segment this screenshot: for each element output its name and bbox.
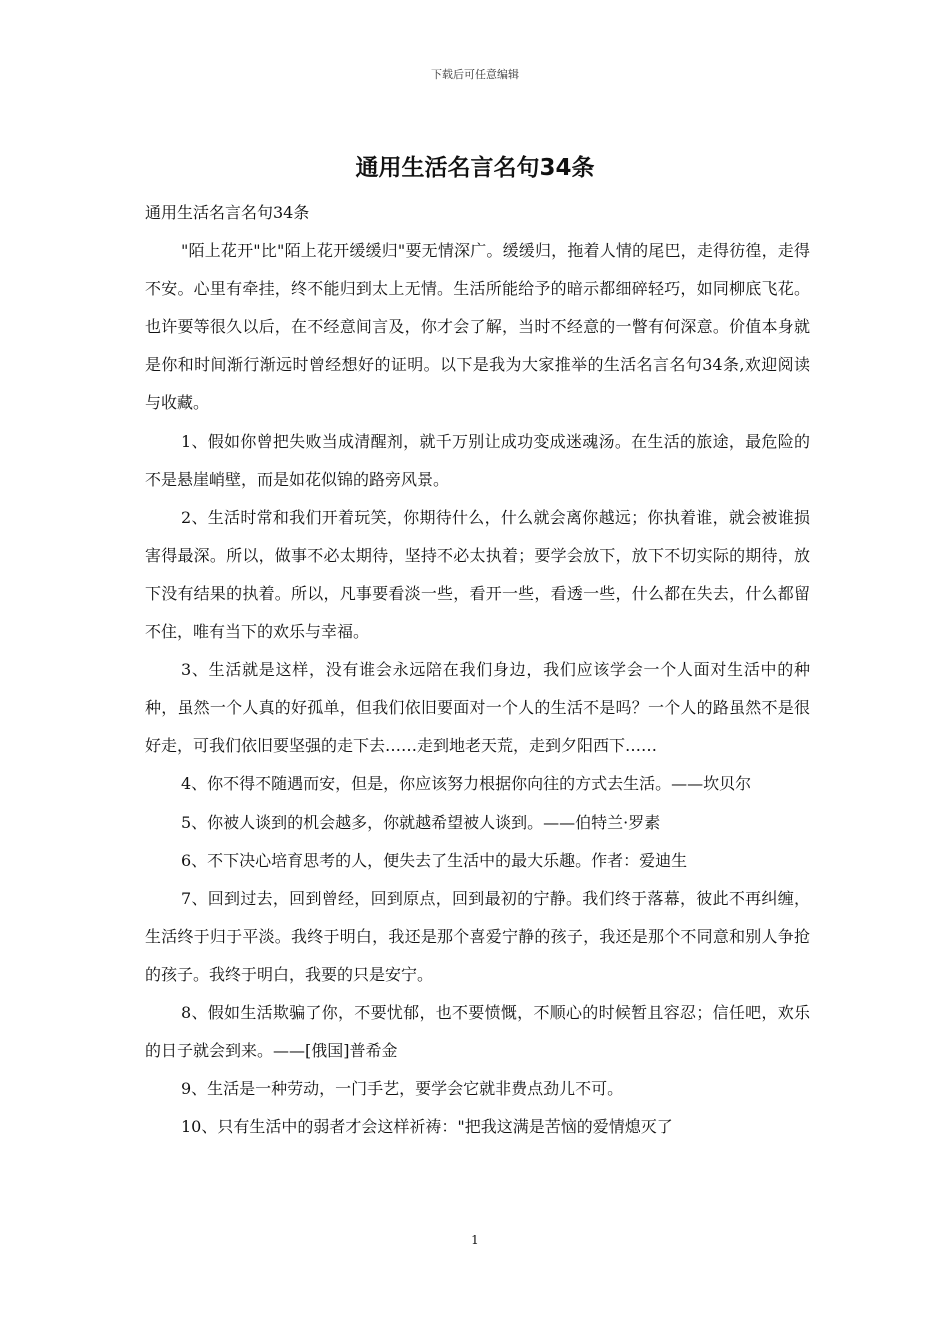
quote-paragraph-5: 5、你被人谈到的机会越多，你就越希望被人谈到。——伯特兰·罗素: [181, 812, 661, 832]
page-header-note: 下载后可任意编辑: [431, 68, 519, 81]
quote-paragraph-8: 8、假如生活欺骗了你，不要忧郁，也不要愤慨，不顺心的时候暂且容忍；信任吧，欢乐的日子就会到来。——[俄国]普希金: [145, 1002, 810, 1061]
page-number: 1: [471, 1233, 479, 1247]
document-body: [145, 194, 810, 1146]
quote-paragraph-6: 6、不下决心培育思考的人，便失去了生活中的最大乐趣。作者：爱迪生: [181, 850, 688, 870]
quote-paragraph-10: 10、只有生活中的弱者才会这样祈祷："把我这满是苦恼的爱情熄灭了: [181, 1117, 673, 1137]
quote-paragraph-3: 3、生活就是这样，没有谁会永远陪在我们身边，我们应该学会一个人面对生活中的种种，虽然一个人真的好孤单，但我们依旧要面对一个人的生活不是吗？一个人的路虽然不是很好走，可我们依旧要坚强的走下去……走到地老天荒，走到夕阳西下……: [145, 660, 810, 756]
quote-paragraph-1: 1、假如你曾把失败当成清醒剂，就千万别让成功变成迷魂汤。在生活的旅途，最危险的不是悬崖峭壁，而是如花似锦的路旁风景。: [145, 431, 810, 489]
quote-paragraph-7: 7、回到过去，回到曾经，回到原点，回到最初的宁静。我们终于落幕，彼此不再纠缠，生活终于归于平淡。我终于明白，我还是那个喜爱宁静的孩子，我还是那个不同意和别人争抢的孩子。我终于明白，我要的只是安宁。: [145, 888, 810, 984]
quote-paragraph-2: 2、生活时常和我们开着玩笑，你期待什么，什么就会离你越远；你执着谁，就会被谁损害得最深。所以，做事不必太期待，坚持不必太执着；要学会放下，放下不切实际的期待，放下没有结果的执着。所以，凡事要看淡一些，看开一些，看透一些，什么都在失去，什么都留不住，唯有当下的欢乐与幸福。: [145, 507, 810, 642]
document-title: 通用生活名言名句34条: [355, 155, 595, 181]
subtitle-paragraph: 通用生活名言名句34条: [145, 203, 310, 222]
quote-paragraph-9: 9、生活是一种劳动，一门手艺，要学会它就非费点劲儿不可。: [181, 1079, 624, 1099]
quote-paragraph-4: 4、你不得不随遇而安，但是，你应该努力根据你向往的方式去生活。——坎贝尔: [181, 774, 752, 794]
intro-paragraph: "陌上花开"比"陌上花开缓缓归"要无情深广。缓缓归，拖着人情的尾巴，走得彷徨，走得不安。心里有牵挂，终不能归到太上无情。生活所能给予的暗示都细碎轻巧，如同柳底飞花。也许要等很久以后，在不经意间言及，你才会了解，当时不经意的一瞥有何深意。价值本身就是你和时间渐行渐远时曾经想好的证明。以下是我为大家推举的生活名言名句34条,欢迎阅读与收藏。: [145, 241, 810, 413]
